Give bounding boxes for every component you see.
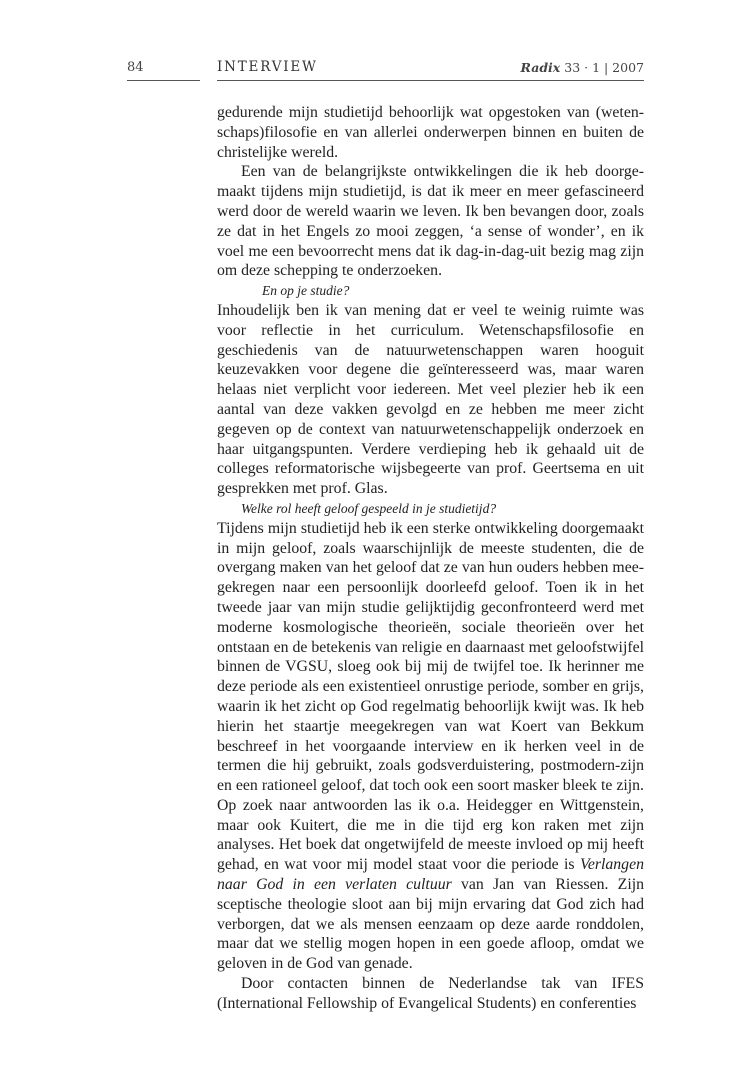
- paragraph-2: Een van de belangrijkste ontwikkelingen die ik heb doorgemaakt tijdens mijn studietijd, is dat ik meer en meer gefascineerd werd door de wereld waarin we leven. Ik ben bevangen door, zoals ze dat in het Engels zo mooi zeggen, ‘a sense of wonder’, en ik voel me een bevoorrecht mens dat ik dag-in-dag-uit bezig mag zijn om deze schepping te onderzoeken.: [217, 163, 644, 280]
- paragraph-3: Inhoudelijk ben ik van mening dat er veel te weinig ruimte was voor reflectie in het curriculum. Wetenschapsfilosofie en geschiedenis van de natuurwetenschappen waren hooguit keuzevakken voor degene die geïnteresseerd was, maar waren helaas niet verplicht voor iedereen. Met veel plezier heb ik een aantal van deze vakken gevolgd en ze hebben me meer zicht gegeven op de context van natuurwetenschappelijk onderzoek en haar uitgangspunten. Verdere verdieping heb ik gehaald uit de colleges reformatorische wijsbegeerte van prof. Geertsema en uit gesprekken met prof. Glas.: [217, 301, 644, 498]
- book-title: Verlangen naar God in een verlaten cultuur: [217, 856, 644, 894]
- paragraph-4-continued: van Jan van Riessen. Zijn sceptische theologie sloot aan bij mijn ervaring dat God zich had verborgen, dat we als mensen eenzaam op deze aarde ronddolen, maar dat we stellig mogen hopen in een goede afloop, omdat we geloven in de God van genade.: [217, 876, 644, 973]
- question-1: En op je studie?: [262, 283, 350, 299]
- header-rule: [217, 80, 644, 81]
- article-body: [217, 103, 644, 1014]
- page-number: 84: [127, 60, 144, 75]
- journal-issue: 33 · 1 | 2007: [560, 60, 644, 75]
- paragraph-1: gedurende mijn studietijd behoorlijk wat opgestoken van (wetenschaps)filosofie en van allerlei onderwerpen binnen en buiten de christelijke wereld.: [217, 104, 644, 161]
- question-2: Welke rol heeft geloof gespeeld in je studietijd?: [241, 500, 497, 516]
- paragraph-5: Door contacten binnen de Nederlandse tak van IFES (International Fellowship of Evangelical Students) en conferenties: [217, 975, 644, 1012]
- paragraph-4-text: Tijdens mijn studietijd heb ik een sterke ontwikkeling doorgemaakt in mijn geloof, zoals waarschijnlijk de meeste studenten, die de overgang maken van het geloof dat ze van hun ouders hebben meegekregen naar een persoonlijk doorleefd geloof. Toen ik in het tweede jaar van mijn studie gelijktijdig geconfronteerd werd met moderne kosmologische theorieën, sociale theorieën over het ontstaan en de betekenis van religie en daarnaast met geloofstwijfel binnen de VGSU, sloeg ook bij mij de twijfel toe. Ik herinner me deze periode als een existentieel onrustige periode, somber en grijs, waarin ik het zicht op God regelmatig behoorlijk kwijt was. Ik heb hierin het staartje meegekregen van wat Koert van Bekkum beschreef in het voorgaande interview en ik herken veel in de termen die hij gebruikt, zoals godsverduistering, postmodern-zijn en een rationeel geloof, dat toch ook een soort masker bleek te zijn. Op zoek naar antwoorden las ik o.a. Heidegger en Wittgenstein, maar ook Kuitert, die me in die tijd erg kon raken met zijn analyses. Het boek dat ongetwijfeld de meeste invloed op mij heeft gehad, en wat voor mij model staat voor die periode is: [217, 519, 644, 874]
- paragraph-4: [217, 519, 644, 974]
- journal-info: [521, 60, 644, 75]
- page-number-rule: [127, 80, 200, 81]
- section-label: INTERVIEW: [217, 59, 318, 75]
- journal-name: Radix: [520, 60, 561, 75]
